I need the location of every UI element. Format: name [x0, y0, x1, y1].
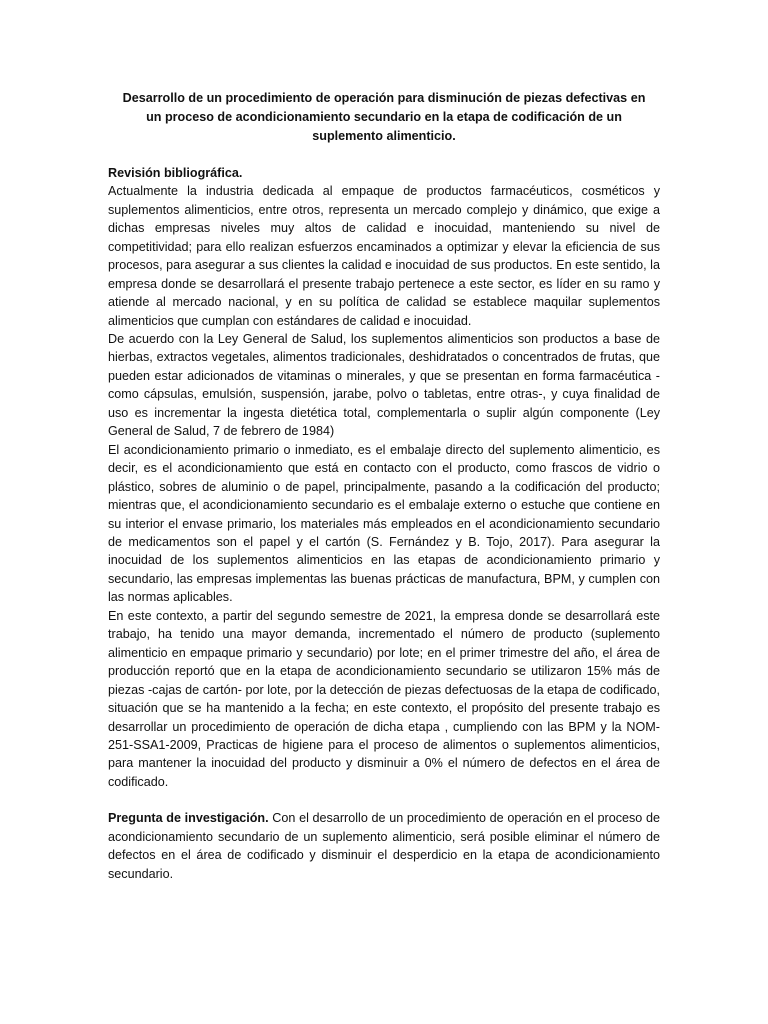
paragraph-spacer [108, 791, 660, 809]
paragraph-4: En este contexto, a partir del segundo semestre de 2021, la empresa donde se desarrollará este trabajo, ha tenido una mayor demanda, incrementado el número de producto (suplemento alimenticio en empaque primario y secundario) por lote; en el primer trimestre del año, el área de producción reportó que en la etapa de acondicionamiento secundario se utilizaron 15% más de piezas -cajas de cartón- por lote, por la detección de piezas defectuosas de la etapa de codificado, situación que se ha mantenido a la fecha; en este contexto, el propósito del presente trabajo es desarrollar un procedimiento de operación de dicha etapa , cumpliendo con las BPM y la NOM-251-SSA1-2009, Practicas de higiene para el proceso de alimentos o suplementos alimenticios, para mantener la inocuidad del producto y disminuir a 0% el número de defectos en el área de codificado. [108, 608, 660, 789]
paragraph-2: De acuerdo con la Ley General de Salud, los suplementos alimenticios son productos a base de hierbas, extractos vegetales, alimentos tradicionales, deshidratados o concentrados de frutas, que pueden estar adicionados de vitaminas o minerales, y que se presentan en forma farmacéutica - como cápsulas, emulsión, suspensión, jarabe, polvo o tabletas, entre otras-, y cuya finalidad de uso es incrementar la ingesta dietética total, complementarla o suplir algún componente (Ley General de Salud, 7 de febrero de 1984) [108, 332, 660, 439]
paragraph-3: El acondicionamiento primario o inmediato, es el embalaje directo del suplemento alimenticio, es decir, es el acondicionamiento que está en contacto con el producto, como frascos de vidrio o plástico, sobres de aluminio o de papel, principalmente, pasando a la codificación del producto; mientras que, el acondicionamiento secundario es el embalaje externo o estuche que contiene en su interior el envase primario, los materiales más empleados en el acondicionamiento secundario de medicamentos son el papel y el cartón (S. Fernández y B. Tojo, 2017). Para asegurar la inocuidad de los suplementos alimenticios en las etapas de acondicionamiento primario y secundario, las empresas implementas las buenas prácticas de manufactura, BPM, y cumplen con las normas aplicables. [108, 442, 660, 605]
paragraph-1: Actualmente la industria dedicada al empaque de productos farmacéuticos, cosméticos y suplementos alimenticios, entre otros, representa un mercado complejo y dinámico, que exige a dichas empresas niveles muy altos de calidad e inocuidad, manteniendo su nivel de competitividad; para ello realizan esfuerzos encaminados a optimizar y elevar la eficiencia de sus procesos, para asegurar a sus clientes la calidad e inocuidad de sus productos. En este sentido, la empresa donde se desarrollará el presente trabajo pertenece a este sector, es líder en su ramo y atiende al mercado nacional, y en su política de calidad se establece maquilar suplementos alimenticios que cumplan con estándares de calidad e inocuidad. [108, 184, 660, 328]
research-question [108, 809, 660, 883]
document-page [108, 89, 660, 883]
research-question-text: Con el desarrollo de un procedimiento de operación en el proceso de acondicionamiento secundario de un suplemento alimenticio, será posible eliminar el número de defectos en el área de codificado y disminuir el desperdicio en la etapa de acondicionamiento secundario. [108, 811, 660, 881]
section-heading: Revisión bibliográfica. [108, 166, 243, 180]
research-question-label: Pregunta de investigación. [108, 811, 269, 826]
document-title: Desarrollo de un procedimiento de operación para disminución de piezas defectivas en un proceso de acondicionamiento secundario en la etapa de codificación de un suplemento alimenticio. [122, 91, 646, 143]
